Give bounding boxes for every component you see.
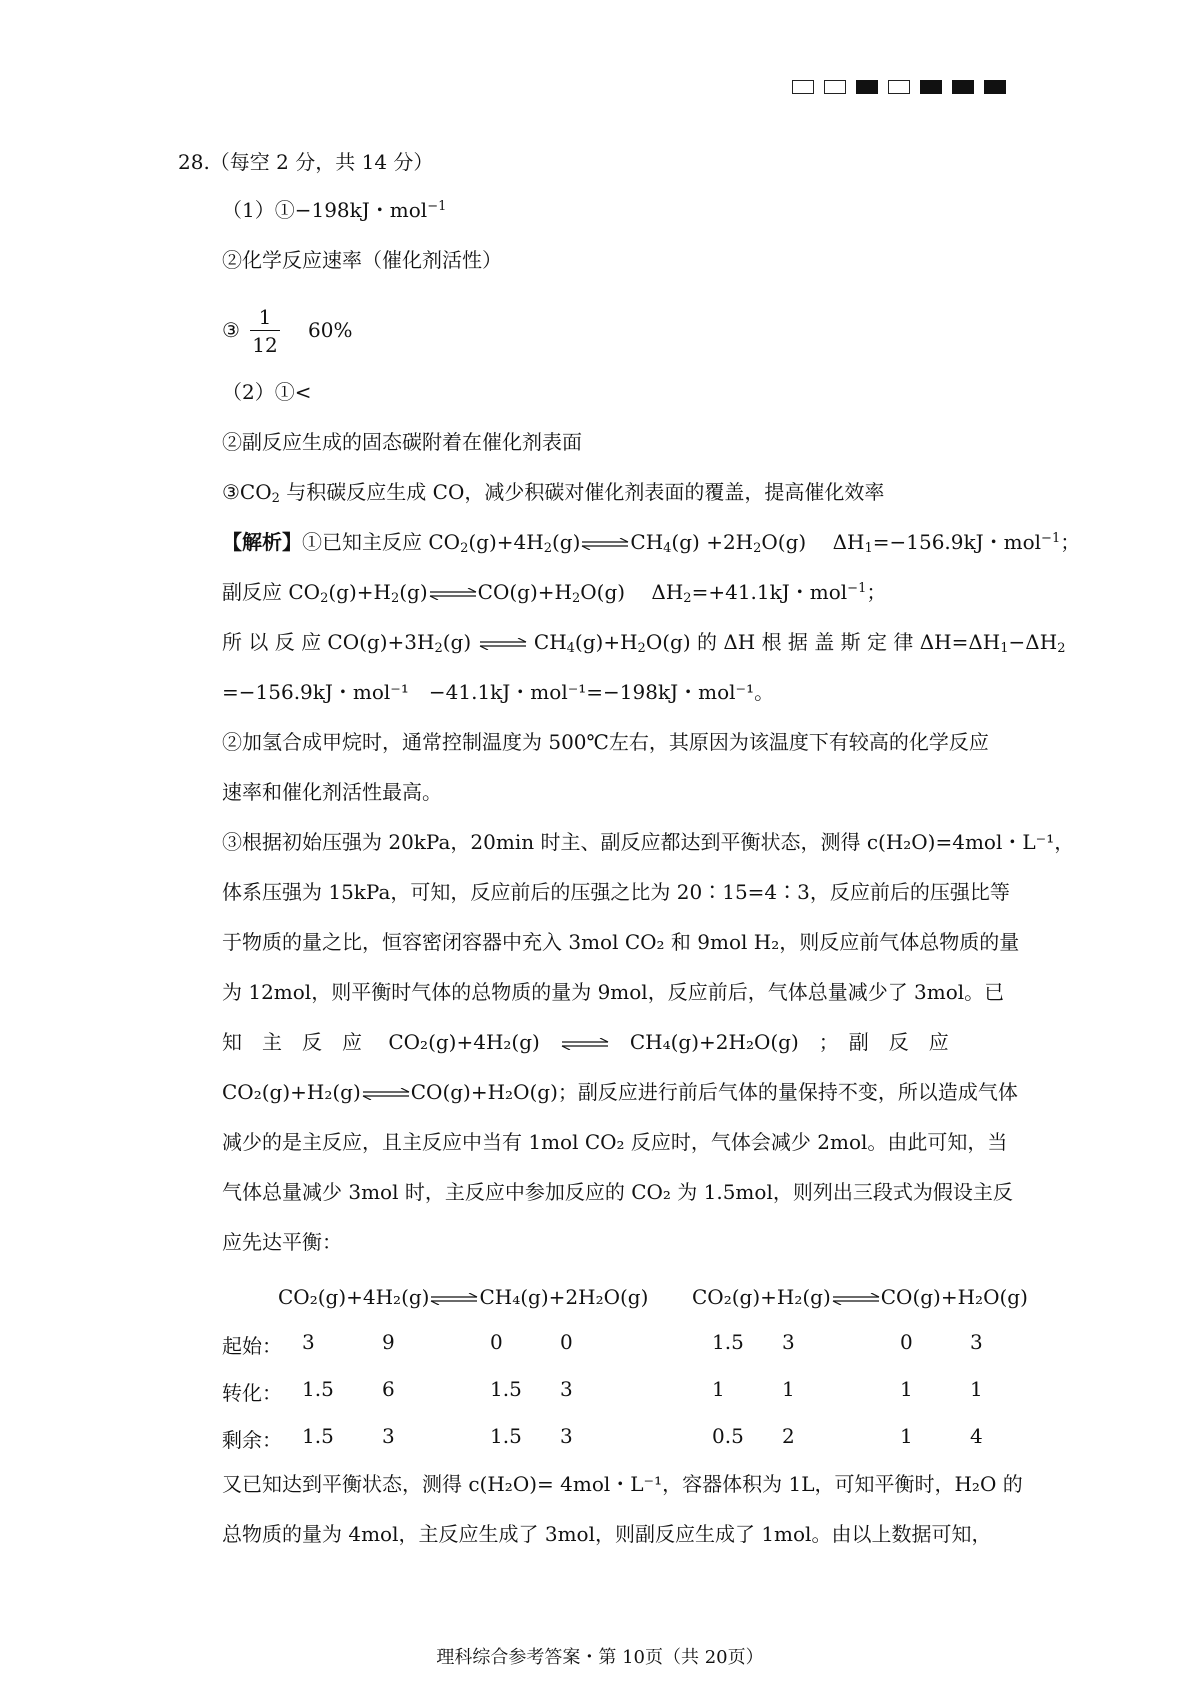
analysis-line-13: 减少的是主反应，且主反应中当有 1mol CO₂ 反应时，气体会减少 2mol。由此可知，当 <box>222 1130 1008 1154</box>
table-cell: 1.5 <box>490 1377 522 1401</box>
page-footer: 理科综合参考答案・第 10页（共 20页） <box>436 1647 764 1668</box>
analysis-line-8: 体系压强为 15kPa，可知，反应前后的压强之比为 20∶15=4∶3，反应前后的压强比等 <box>222 880 1010 904</box>
header-mark <box>792 80 814 94</box>
equilibrium-arrow-icon <box>429 1293 479 1305</box>
analysis-line-4: =−156.9kJ・mol⁻¹ −41.1kJ・mol⁻¹=−198kJ・mol⁻¹。 <box>222 680 775 704</box>
header-mark <box>856 80 878 94</box>
answer-2-1: （2）①< <box>222 380 312 404</box>
table-cell: 3 <box>560 1377 573 1401</box>
analysis-line-10: 为 12mol，则平衡时气体的总物质的量为 9mol，反应前后，气体总量减少了 3mol。已 <box>222 980 1005 1004</box>
table-cell: 2 <box>782 1424 795 1448</box>
analysis-line-17: 总物质的量为 4mol，主反应生成了 3mol，则副反应生成了 1mol。由以上数据可知， <box>222 1522 992 1546</box>
table-cell: 0.5 <box>712 1424 744 1448</box>
table-cell: 3 <box>302 1330 315 1354</box>
analysis-line-3: 所 以 反 应 $CO(g)+3H_2(g)$ $CH_4(g)+H_2O(g)$ 的 ΔH 根 据 盖 斯 定 律 $\Delta H=\Delta H_1-\Delta H_2$ <box>222 630 1066 656</box>
analysis-line-12: CO₂(g)+H₂(g) CO(g)+H₂O(g)；副反应进行前后气体的量保持不变，所以造成气体 <box>222 1080 1018 1104</box>
table-cell: 0 <box>490 1330 503 1354</box>
equilibrium-arrow-icon <box>428 588 478 600</box>
table-cell: 9 <box>382 1330 395 1354</box>
header-mark <box>824 80 846 94</box>
answer-1-3-fraction: $\frac{1}{12}$ <box>250 307 280 355</box>
analysis-line-11: 知 主 反 应 CO₂(g)+4H₂(g) CH₄(g)+2H₂O(g) ； 副 反 应 <box>222 1030 949 1054</box>
table-cell: 0 <box>560 1330 573 1354</box>
table-cell: 1 <box>782 1377 795 1401</box>
header-marks <box>792 80 1006 94</box>
equilibrium-arrow-icon <box>361 1088 411 1100</box>
question-28-title: 28.（每空 2 分，共 14 分） <box>178 150 434 174</box>
equilibrium-arrow-icon <box>478 638 528 650</box>
analysis-line-9: 于物质的量之比，恒容密闭容器中充入 3mol CO₂ 和 9mol H₂，则反应前气体总物质的量 <box>222 930 1020 954</box>
equilibrium-arrow-icon <box>831 1293 881 1305</box>
analysis-line-2: 副反应 $CO_2(g)+H_2(g)$ $CO(g)+H_2O(g)$ $\Delta H_2=+41.1kJ$・mol$^{-1}$； <box>222 580 887 606</box>
table-cell: 3 <box>382 1424 395 1448</box>
answer-1-2: ②化学反应速率（催化剂活性） <box>222 248 502 272</box>
table-equation-main: CO₂(g)+4H₂(g) CH₄(g)+2H₂O(g) <box>278 1285 649 1309</box>
table-cell: 1.5 <box>712 1330 744 1354</box>
answer-2-3: $③CO_2$ 与积碳反应生成 CO，减少积碳对催化剂表面的覆盖，提高催化效率 <box>222 480 885 506</box>
table-cell: 0 <box>900 1330 913 1354</box>
table-cell: 1 <box>970 1377 983 1401</box>
table-cell: 3 <box>560 1424 573 1448</box>
header-mark <box>888 80 910 94</box>
table-cell: 6 <box>382 1377 395 1401</box>
table-cell: 1.5 <box>302 1377 334 1401</box>
table-row-label: 剩余： <box>222 1428 282 1452</box>
table-cell: 3 <box>970 1330 983 1354</box>
header-mark <box>952 80 974 94</box>
equilibrium-arrow-icon <box>560 1038 610 1050</box>
header-mark <box>984 80 1006 94</box>
equilibrium-arrow-icon <box>580 538 630 550</box>
table-cell: 1 <box>712 1377 725 1401</box>
header-mark <box>920 80 942 94</box>
table-equation-side: CO₂(g)+H₂(g) CO(g)+H₂O(g) <box>692 1285 1028 1309</box>
analysis-line-7: ③根据初始压强为 20kPa，20min 时主、副反应都达到平衡状态，测得 c(H₂O)=4mol・L⁻¹， <box>222 830 1075 854</box>
table-cell: 1 <box>900 1424 913 1448</box>
analysis-line-6: 速率和催化剂活性最高。 <box>222 780 442 804</box>
answer-1-3-prefix: ③ <box>222 318 240 342</box>
analysis-line-15: 应先达平衡： <box>222 1230 342 1254</box>
analysis-line-5: ②加氢合成甲烷时，通常控制温度为 500℃左右，其原因为该温度下有较高的化学反应 <box>222 730 989 754</box>
analysis-line-1: 【解析】①已知主反应 $CO_2(g)+4H_2(g)$ $CH_4(g) +2H_2O(g)$ $\Delta H_1=-156.9kJ$・mol$^{-1}$； <box>222 530 1081 556</box>
table-row-label: 起始： <box>222 1334 282 1358</box>
answer-1-3-percent: 60% <box>308 318 353 342</box>
answer-1-1: （1）①−198kJ・mol$^{-1}$ <box>222 198 447 222</box>
answer-2-2: ②副反应生成的固态碳附着在催化剂表面 <box>222 430 582 454</box>
table-cell: 4 <box>970 1424 983 1448</box>
table-row-label: 转化： <box>222 1381 282 1405</box>
table-cell: 1.5 <box>490 1424 522 1448</box>
table-cell: 1.5 <box>302 1424 334 1448</box>
analysis-line-14: 气体总量减少 3mol 时，主反应中参加反应的 CO₂ 为 1.5mol，则列出三段式为假设主反 <box>222 1180 1013 1204</box>
table-cell: 1 <box>900 1377 913 1401</box>
analysis-line-16: 又已知达到平衡状态，测得 c(H₂O)= 4mol・L⁻¹，容器体积为 1L，可知平衡时，H₂O 的 <box>222 1472 1023 1496</box>
table-cell: 3 <box>782 1330 795 1354</box>
